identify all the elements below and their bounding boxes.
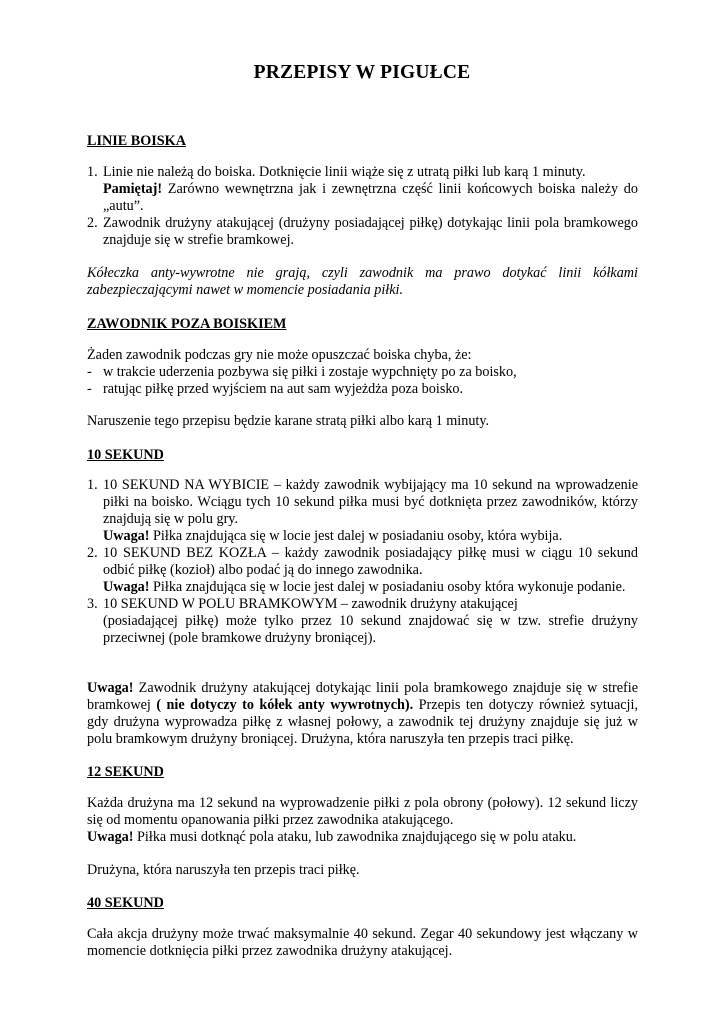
uwaga-text: Piłka znajdująca się w locie jest dalej w posiadaniu osoby, która wybija.: [149, 528, 563, 544]
list-item: [87, 596, 638, 647]
dash-item-text: w trakcie uderzenia pozbywa się piłki i zostaje wypchnięty po za boisko,: [103, 364, 517, 380]
note-label: Pamiętaj!: [103, 181, 163, 197]
paragraph: Żaden zawodnik podczas gry nie może opuszczać boiska chyba, że:: [87, 347, 472, 363]
list-item: [87, 215, 638, 249]
paragraph-text: Każda drużyna ma 12 sekund na wyprowadzenie piłki z pola obrony (połowy). 12 sekund liczy się od momentu opanowania piłki przez zawodnika atakującego.: [87, 795, 638, 828]
paragraph-text: Zawodnik drużyny atakującej dotykając linii pola bramkowego znajduje się w strefie bramkowej: [87, 680, 638, 713]
page-title: PRZEPISY W PIGUŁCE: [253, 62, 471, 83]
paragraph-40-sekund: Cała akcja drużyny może trwać maksymalnie 40 sekund. Zegar 40 sekundowy jest włączany w momencie dotknięcia piłki przez zawodnika drużyny atakującej.: [87, 926, 638, 959]
dash-marker: -: [87, 364, 92, 380]
paragraph-text: Przepis ten dotyczy również sytuacji, gdy drużyna wyprowadza piłkę z własnej połowy, a zawodnik tej drużyny znajduje się już w polu bramkowym drużyny broniącej. Drużyna, która naruszyła ten przepis traci piłkę.: [87, 697, 638, 747]
list-number: 1.: [87, 477, 98, 493]
note-text: Zarówno wewnętrzna jak i zewnętrzna część linii końcowych boiska należy do „autu”.: [103, 181, 638, 214]
paragraph-uwaga: [87, 680, 638, 748]
dash-item: [87, 381, 638, 398]
uwaga-label: Uwaga!: [87, 829, 134, 845]
list-item-text: Linie nie należą do boiska. Dotknięcie linii wiąże się z utratą piłki lub karą 1 minuty.: [103, 164, 586, 180]
section-10-sekund: [87, 477, 638, 647]
list-item-text: 10 SEKUND BEZ KOZŁA – każdy zawodnik posiadający piłkę musi w ciągu 10 sekund odbić piłkę (kozioł) albo podać ją do innego zawodnika.: [103, 545, 638, 578]
uwaga-label: Uwaga!: [103, 579, 150, 595]
section-zawodnik-poza-boiskiem: [87, 347, 638, 398]
uwaga-label: Uwaga!: [87, 680, 134, 696]
list-item-text-continued: (posiadającej piłkę) może tylko przez 10 sekund znajdować się w tzw. strefie drużyny przeciwnej (pole bramkowe drużyny broniącej).: [103, 613, 638, 646]
dash-marker: -: [87, 381, 92, 397]
uwaga-label: Uwaga!: [103, 528, 150, 544]
paragraph-penalty: Drużyna, która naruszyła ten przepis traci piłkę.: [87, 862, 360, 878]
uwaga-text: Piłka musi dotknąć pola ataku, lub zawodnika znajdującego się w polu ataku.: [133, 829, 577, 845]
uwaga-text: Piłka znajdująca się w locie jest dalej w posiadaniu osoby która wykonuje podanie.: [149, 579, 626, 595]
list-item: [87, 477, 638, 545]
list-item: [87, 164, 638, 215]
list-number: 3.: [87, 596, 98, 612]
section-heading-linie-boiska: LINIE BOISKA: [87, 133, 186, 149]
list-number: 2.: [87, 545, 98, 561]
list-item-text: 10 SEKUND NA WYBICIE – każdy zawodnik wybijający ma 10 sekund na wprowadzenie piłki na boisko. Wciągu tych 10 sekund piłka musi być dotknięta przez zawodników, którzy znajdują się w polu gry.: [103, 477, 638, 527]
section-heading-10-sekund: 10 SEKUND: [87, 447, 164, 463]
list-item-text: Zawodnik drużyny atakującej (drużyny posiadającej piłkę) dotykając linii pola bramkowego znajduje się w strefie bramkowej.: [103, 215, 638, 248]
dash-item-text: ratując piłkę przed wyjściem na aut sam wyjeżdża poza boisko.: [103, 381, 464, 397]
list-item-text: 10 SEKUND W POLU BRAMKOWYM – zawodnik drużyny atakującej: [103, 596, 518, 612]
section-heading-zawodnik-poza-boiskiem: ZAWODNIK POZA BOISKIEM: [87, 316, 287, 332]
list-number: 1.: [87, 164, 98, 180]
section-heading-40-sekund: 40 SEKUND: [87, 895, 164, 911]
list-number: 2.: [87, 215, 98, 231]
section-linie-boiska: [87, 164, 638, 249]
section-heading-12-sekund: 12 SEKUND: [87, 764, 164, 780]
paragraph-bold-text: ( nie dotyczy to kółek anty wywrotnych).: [156, 697, 414, 713]
italic-note: [87, 265, 638, 299]
paragraph-penalty: Naruszenie tego przepisu będzie karane stratą piłki albo karą 1 minuty.: [87, 413, 490, 429]
italic-note-text: Kółeczka anty-wywrotne nie grają, czyli zawodnik ma prawo dotykać linii kółkami zabezpieczającymi nawet w momencie posiadania piłki.: [87, 265, 638, 298]
section-12-sekund: [87, 795, 638, 846]
list-item: [87, 545, 638, 596]
dash-item: [87, 364, 638, 381]
